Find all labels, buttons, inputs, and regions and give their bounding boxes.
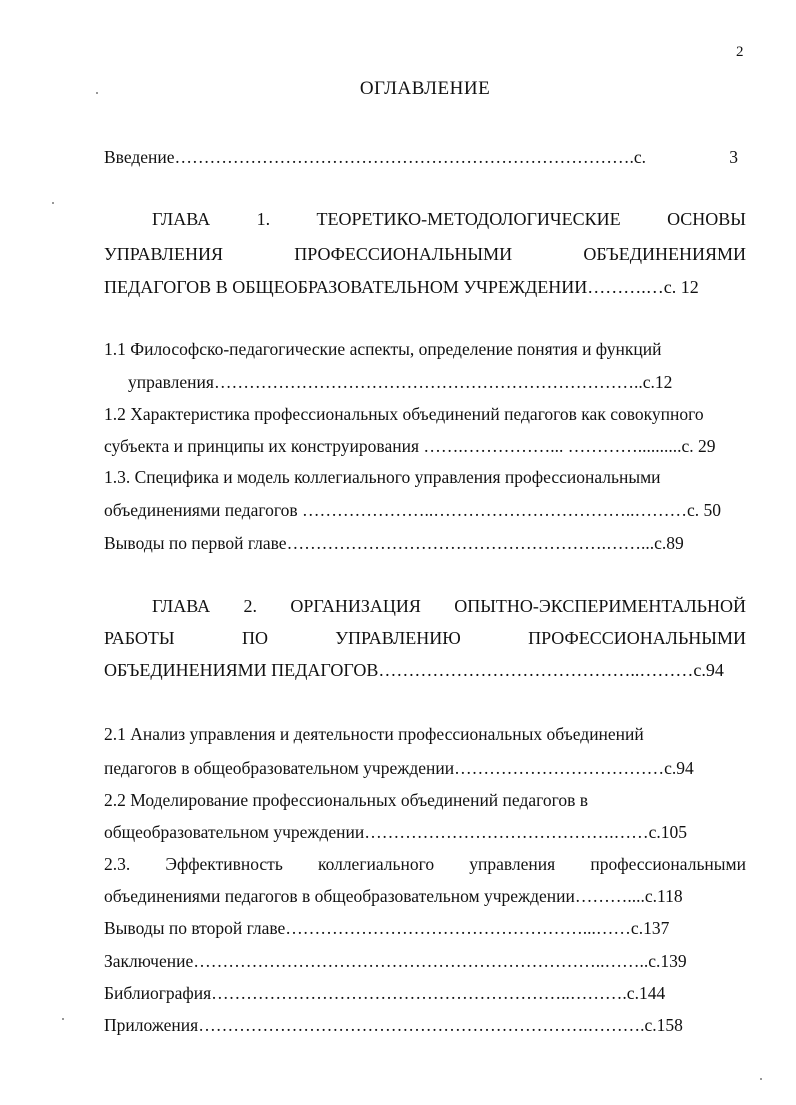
toc-entry-1-1-line1: 1.1 Философско-педагогические аспекты, определение понятия и функций (104, 339, 662, 359)
scan-speck (96, 92, 98, 94)
toc-entry-2-3-line1: 2.3. Эффективность коллегиального управления профессиональными (104, 854, 746, 874)
scan-speck (52, 202, 54, 204)
toc-entry-1-2-line2: субъекта и принципы их конструирования …….……………... …………..........с. 29 (104, 436, 716, 456)
toc-entry-2-2-line2: общеобразовательном учреждении…………………………………….……с.105 (104, 822, 688, 842)
toc-entry-2-1-line1: 2.1 Анализ управления и деятельности профессиональных объединений (104, 724, 644, 744)
toc-entry-conclusions-chapter1: Выводы по первой главе……………………………………………….……...с.89 (104, 533, 684, 553)
toc-entry-1-1-line2: управления………………………………………………………………..с.12 (128, 372, 673, 392)
chapter1-heading-line3: ПЕДАГОГОВ В ОБЩЕОБРАЗОВАТЕЛЬНОМ УЧРЕЖДЕНИИ……….…с. 12 (104, 277, 699, 297)
toc-entry-conclusions-chapter2: Выводы по второй главе……………………………………………...……с.137 (104, 918, 670, 938)
page-number: 2 (736, 44, 744, 60)
chapter2-heading-line2: РАБОТЫ ПО УПРАВЛЕНИЮ ПРОФЕССИОНАЛЬНЫМИ (104, 628, 746, 648)
toc-entry-1-3-line1: 1.3. Специфика и модель коллегиального управления профессиональными (104, 467, 661, 487)
toc-entry-2-1-line2: педагогов в общеобразовательном учреждении………………………………с.94 (104, 758, 694, 778)
toc-entry-appendices: Приложения………………………………………………………….……….с.158 (104, 1015, 683, 1035)
chapter2-heading-line1: ГЛАВА 2. ОРГАНИЗАЦИЯ ОПЫТНО-ЭКСПЕРИМЕНТАЛЬНОЙ (152, 596, 746, 616)
toc-entry-2-3-line2: объединениями педагогов в общеобразовательном учреждении………....с.118 (104, 886, 683, 906)
toc-entry-1-2-line1: 1.2 Характеристика профессиональных объединений педагогов как совокупного (104, 404, 704, 424)
chapter2-heading-line3: ОБЪЕДИНЕНИЯМИ ПЕДАГОГОВ……………………………………..………с.94 (104, 660, 724, 680)
toc-entry-conclusion: Заключение……………………………………………………………..……..с.139 (104, 951, 687, 971)
scan-speck (62, 1018, 64, 1020)
chapter1-heading-line1: ГЛАВА 1. ТЕОРЕТИКО-МЕТОДОЛОГИЧЕСКИЕ ОСНОВЫ (152, 209, 746, 229)
toc-entry-bibliography: Библиография……………………………………………………..……….с.144 (104, 983, 666, 1003)
toc-entry-1-3-line2: объединениями педагогов …………………..……………………………..………с. 50 (104, 500, 722, 520)
chapter1-heading-line2: УПРАВЛЕНИЯ ПРОФЕССИОНАЛЬНЫМИ ОБЪЕДИНЕНИЯМИ (104, 244, 746, 264)
toc-title: ОГЛАВЛЕНИЕ (359, 78, 491, 99)
scan-speck (760, 1078, 762, 1080)
toc-entry-2-2-line1: 2.2 Моделирование профессиональных объединений педагогов в (104, 790, 589, 810)
toc-entry-introduction: Введение…………………………………………………………………….с. 3 (104, 147, 738, 167)
